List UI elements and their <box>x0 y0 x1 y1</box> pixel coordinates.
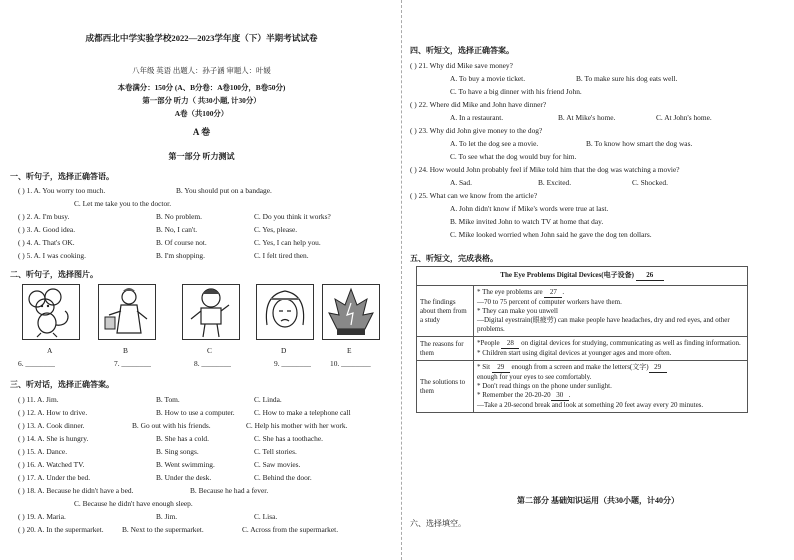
q5-c: C. I felt tired then. <box>254 251 309 260</box>
q16-a: ( ) 16. A. Watched TV. <box>18 460 85 469</box>
q13-a: ( ) 13. A. Cook dinner. <box>18 421 85 430</box>
reasons-line1 <box>477 339 744 349</box>
q23: ( ) 23. Why did John give money to the dog? <box>410 126 543 135</box>
q11-b: B. Tom. <box>156 395 180 404</box>
paper-a-heading: A卷（共100分） <box>174 109 229 118</box>
q21-b: B. To make sure his dog eats well. <box>576 74 678 83</box>
solutions-line5: —Take a 20-second break and look at something 20 feet away every 20 minutes. <box>477 401 704 409</box>
q1-a: ( ) 1. A. You worry too much. <box>18 186 106 195</box>
findings-period: . <box>562 288 565 296</box>
exam-title: 成都西北中学实验学校2022—2023学年度（下）半期考试试卷 <box>85 33 318 43</box>
q24-b: B. Excited. <box>538 178 572 187</box>
reasons-text: *People <box>477 339 500 347</box>
section4-title: 四、听短文，选择正确答案。 <box>410 46 514 55</box>
q13-b: B. Go out with his friends. <box>132 421 211 430</box>
q22-b: B. At Mike's home. <box>558 113 616 122</box>
row-reasons-head: The reasons for them <box>417 337 474 361</box>
q13-c: C. Help his mother with her work. <box>246 421 348 430</box>
q14-b: B. She has a cold. <box>156 434 209 443</box>
q18-b: B. Because he had a fever. <box>190 486 269 495</box>
q15-c: C. Tell stories. <box>254 447 297 456</box>
findings-line3: * They can make you unwell <box>477 307 558 315</box>
q3-b: B. No, I can't. <box>156 225 198 234</box>
q15-b: B. Sing songs. <box>156 447 199 456</box>
blank-28[interactable]: 28 <box>501 339 519 349</box>
eye-problems-table <box>416 266 748 413</box>
row-findings-body <box>474 286 748 337</box>
q14-a: ( ) 14. A. She is hungry. <box>18 434 89 443</box>
q1-c: C. Let me take you to the doctor. <box>74 199 172 208</box>
q4-a: ( ) 4. A. That's OK. <box>18 238 75 247</box>
q23-c: C. To see what the dog would buy for him. <box>450 152 577 161</box>
q5-a: ( ) 5. A. I was cooking. <box>18 251 86 260</box>
q11-c: C. Linda. <box>254 395 282 404</box>
row-solutions-body <box>474 361 748 413</box>
q24-a: A. Sad. <box>450 178 472 187</box>
part2-heading: 第二部分 基础知识运用（共30小题，计40分） <box>517 496 679 505</box>
pic-label-b: B <box>123 346 128 355</box>
section6-title: 六、选择填空。 <box>410 519 466 528</box>
q20-b: B. Next to the supermarket. <box>122 525 204 534</box>
solutions-text2: enough from a screen and make the letters(文字) <box>511 363 649 371</box>
picture-e-fire <box>322 284 380 340</box>
q22-a: A. In a restaurant. <box>450 113 504 122</box>
section1-title: 一、听句子，选择正确答语。 <box>10 172 114 181</box>
q24: ( ) 24. How would John probably feel if Mike told him that the dog was watching a movie? <box>410 165 680 174</box>
blank-9[interactable]: 9. ________ <box>274 359 311 368</box>
findings-line2: —70 to 75 percent of computer workers have them. <box>477 298 622 306</box>
pic-label-e: E <box>347 346 352 355</box>
reasons-text2: on digital devices for studying, communicating as well as finding information. <box>521 339 741 347</box>
solutions-line2: enough for your eyes to see comfortably. <box>477 373 592 381</box>
q12-c: C. How to make a telephone call <box>254 408 351 417</box>
findings-line4: —Digital eyestrain(眼疲劳) can make people have headaches, dry and red eyes, and other problems. <box>477 316 730 333</box>
part1-heading: 第一部分 听力（ 共30小题, 计30分） <box>142 96 261 105</box>
paper-a-title: A 卷 <box>192 127 211 137</box>
q3-a: ( ) 3. A. Good idea. <box>18 225 76 234</box>
q21: ( ) 21. Why did Mike save money? <box>410 61 513 70</box>
column-divider <box>401 0 402 560</box>
q25-b: B. Mike invited John to watch TV at home that day. <box>450 217 604 226</box>
exam-info: 八年级 英语 出题人：孙子涵 审题人：叶媛 <box>132 66 271 75</box>
blank-6[interactable]: 6. ________ <box>18 359 55 368</box>
q18-c: C. Because he didn't have enough sleep. <box>74 499 193 508</box>
score-info: 本卷满分：150分 (A、B分卷：A卷100分，B卷50分) <box>117 83 286 92</box>
section3-title: 三、听对话，选择正确答案。 <box>10 380 114 389</box>
q3-c: C. Yes, please. <box>254 225 298 234</box>
q16-b: B. Went swimming. <box>156 460 215 469</box>
q17-b: B. Under the desk. <box>156 473 212 482</box>
table-title-cell <box>417 267 748 286</box>
row-findings-head: The findings about them from a study <box>417 286 474 337</box>
q14-c: C. She has a toothache. <box>254 434 323 443</box>
table-title: The Eye Problems Digital Devices(电子设备) <box>500 271 634 279</box>
q12-b: B. How to use a computer. <box>156 408 235 417</box>
pic-label-d: D <box>281 346 287 355</box>
q19-c: C. Lisa. <box>254 512 278 521</box>
blank-26[interactable]: 26 <box>636 271 664 281</box>
q20-c: C. Across from the supermarket. <box>242 525 339 534</box>
section5-title: 五、听短文，完成表格。 <box>410 254 498 263</box>
q2-b: B. No problem. <box>156 212 202 221</box>
solutions-line1 <box>477 363 744 373</box>
q4-c: C. Yes, I can help you. <box>254 238 321 247</box>
section2-title: 二、听句子，选择图片。 <box>10 270 98 279</box>
blank-8[interactable]: 8. ________ <box>194 359 231 368</box>
solutions-text: * Sit <box>477 363 491 371</box>
q18-a: ( ) 18. A. Because he didn't have a bed. <box>18 486 134 495</box>
q23-b: B. To know how smart the dog was. <box>586 139 693 148</box>
findings-line1 <box>477 288 744 298</box>
q25-a: A. John didn't know if Mike's words were true at last. <box>450 204 609 213</box>
q2-c: C. Do you think it works? <box>254 212 331 221</box>
q4-b: B. Of course not. <box>156 238 207 247</box>
findings-text: * The eye problems are <box>477 288 543 296</box>
reasons-line2: * Children start using digital devices at younger ages and more often. <box>477 349 672 357</box>
q11-a: ( ) 11. A. Jim. <box>18 395 59 404</box>
picture-d-girl <box>256 284 314 340</box>
solutions-line4: * Remember the 20-20-20 30 . <box>477 391 571 399</box>
q22-c: C. At John's home. <box>656 113 712 122</box>
blank-27[interactable]: 27 <box>544 288 562 298</box>
row-solutions-head: The solutions to them <box>417 361 474 413</box>
pic-label-c: C <box>207 346 212 355</box>
q22: ( ) 22. Where did Mike and John have dinner? <box>410 100 547 109</box>
q16-c: C. Saw movies. <box>254 460 301 469</box>
blank-29a[interactable]: 29 <box>492 363 510 373</box>
q24-c: C. Shocked. <box>632 178 668 187</box>
q15-a: ( ) 15. A. Dance. <box>18 447 68 456</box>
picture-b-nurse <box>98 284 156 340</box>
q21-c: C. To have a big dinner with his friend John. <box>450 87 582 96</box>
q25: ( ) 25. What can we know from the article? <box>410 191 538 200</box>
picture-c-boy <box>182 284 240 340</box>
solutions-line3: * Don't read things on the phone under sunlight. <box>477 382 612 390</box>
q2-a: ( ) 2. A. I'm busy. <box>18 212 70 221</box>
row-reasons-body <box>474 337 748 361</box>
solutions-remember: * Remember the 20-20-20 <box>477 391 551 399</box>
q17-a: ( ) 17. A. Under the bed. <box>18 473 91 482</box>
blank-10[interactable]: 10. ________ <box>330 359 371 368</box>
listening-test-title: 第一部分 听力测试 <box>168 152 235 161</box>
q17-c: C. Behind the door. <box>254 473 312 482</box>
blank-30[interactable]: 30 <box>551 391 569 401</box>
blank-7[interactable]: 7. ________ <box>114 359 151 368</box>
q1-b: B. You should put on a bandage. <box>176 186 272 195</box>
q25-c: C. Mike looked worried when John said he gave the dog ten dollars. <box>450 230 652 239</box>
blank-29b[interactable]: 29 <box>649 363 667 373</box>
q12-a: ( ) 12. A. How to drive. <box>18 408 88 417</box>
q20-a: ( ) 20. A. In the supermarket. <box>18 525 104 534</box>
q21-a: A. To buy a movie ticket. <box>450 74 526 83</box>
q19-b: B. Jim. <box>156 512 178 521</box>
picture-a-mouse <box>22 284 80 340</box>
q5-b: B. I'm shopping. <box>156 251 205 260</box>
pic-label-a: A <box>47 346 53 355</box>
q19-a: ( ) 19. A. Maria. <box>18 512 66 521</box>
q23-a: A. To let the dog see a movie. <box>450 139 539 148</box>
